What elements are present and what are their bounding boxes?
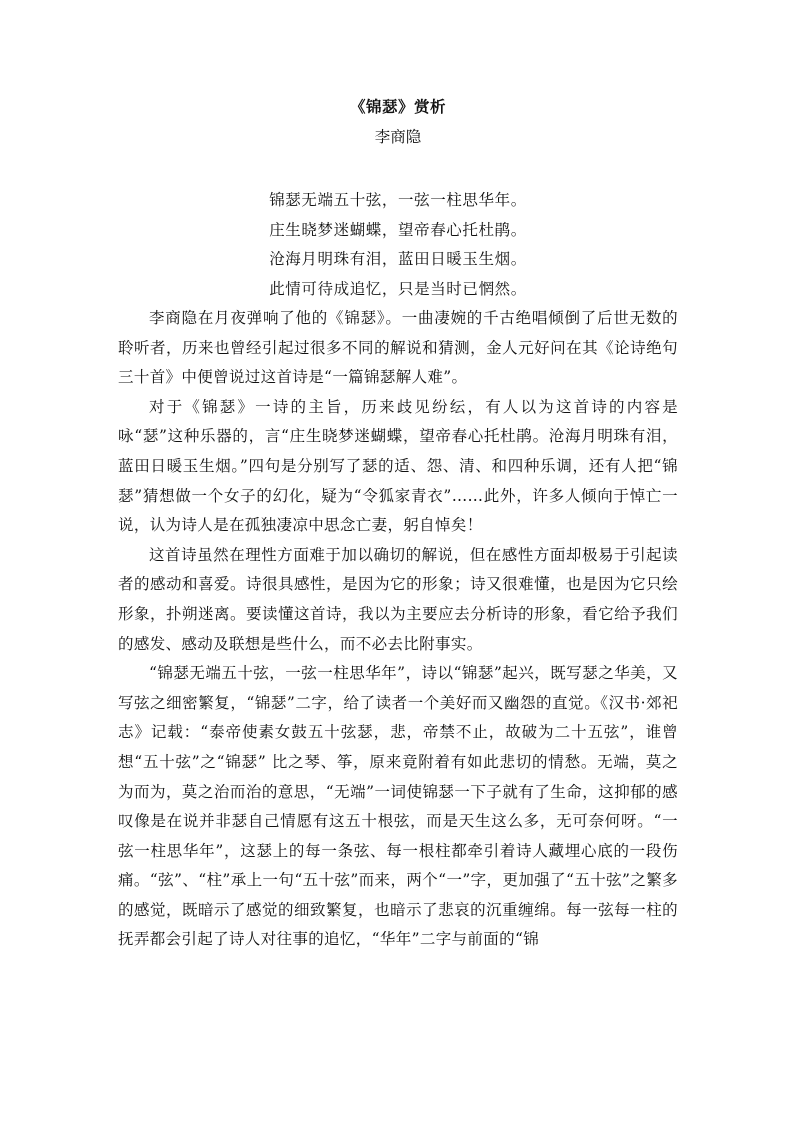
article-body <box>118 304 678 955</box>
article-title: 《锦瑟》赏析 <box>349 97 446 116</box>
paragraph: 对于《锦瑟》一诗的主旨，历来歧见纷纭，有人以为这首诗的内容是咏“瑟”这种乐器的，言“庄生晓梦迷蝴蝶，望帝春心托杜鹃。沧海月明珠有泪，蓝田日暖玉生烟。”四句是分别写了瑟的适、怨、清、和四种乐调，还有人把“锦瑟”猜想做一个女子的幻化，疑为“令狐家青衣”……此外，许多人倾向于悼亡一说，认为诗人是在孤独凄凉中思念亡妻，躬自悼矣！ <box>118 397 678 535</box>
document-page <box>118 96 678 955</box>
poem-block <box>118 186 678 304</box>
poem-line: 锦瑟无端五十弦，一弦一柱思华年。 <box>269 191 527 209</box>
paragraph: 李商隐在月夜弹响了他的《锦瑟》。一曲凄婉的千古绝唱倾倒了后世无数的聆听者，历来也曾经引起过很多不同的解说和猜测，金人元好问在其《论诗绝句三十首》中便曾说过这首诗是“一篇锦瑟解人难”。 <box>118 309 678 387</box>
paragraph: “锦瑟无端五十弦，一弦一柱思华年”，诗以“锦瑟”起兴，既写瑟之华美，又写弦之细密繁复，“锦瑟”二字，给了读者一个美好而又幽怨的直觉。《汉书·郊祀志》记载：“泰帝使素女鼓五十弦瑟，悲，帝禁不止，故破为二十五弦”，谁曾想“五十弦”之“锦瑟” 比之琴、筝，原来竟附着有如此悲切的情愁。无端，莫之为而为，莫之治而治的意思，“无端”一词使锦瑟一下子就有了生命，这抑郁的感叹像是在说并非瑟自己情愿有这五十根弦，而是天生这么多，无可奈何呀。“一弦一柱思华年”，这瑟上的每一条弦、每一根柱都牵引着诗人藏埋心底的一段伤痛。“弦”、“柱”承上一句“五十弦”而来，两个“一”字，更加强了“五十弦”之繁多的感觉，既暗示了感觉的细致繁复，也暗示了悲哀的沉重缠绵。每一弦每一柱的抚弄都会引起了诗人对往事的追忆，“华年”二字与前面的“锦 <box>118 664 678 949</box>
poem-line: 沧海月明珠有泪，蓝田日暖玉生烟。 <box>269 250 527 268</box>
poem-line: 此情可待成追忆，只是当时已惘然。 <box>269 279 527 298</box>
paragraph: 这首诗虽然在理性方面难于加以确切的解说，但在感性方面却极易于引起读者的感动和喜爱。诗很具感性，是因为它的形象；诗又很难懂，也是因为它只绘形象，扑朔迷离。要读懂这首诗，我以为主要应去分析诗的形象，看它给予我们的感发、感动及联想是些什么，而不必去比附事实。 <box>118 545 678 653</box>
poem-line: 庄生晓梦迷蝴蝶，望帝春心托杜鹃。 <box>269 220 527 239</box>
poem-author: 李商隐 <box>374 128 422 146</box>
